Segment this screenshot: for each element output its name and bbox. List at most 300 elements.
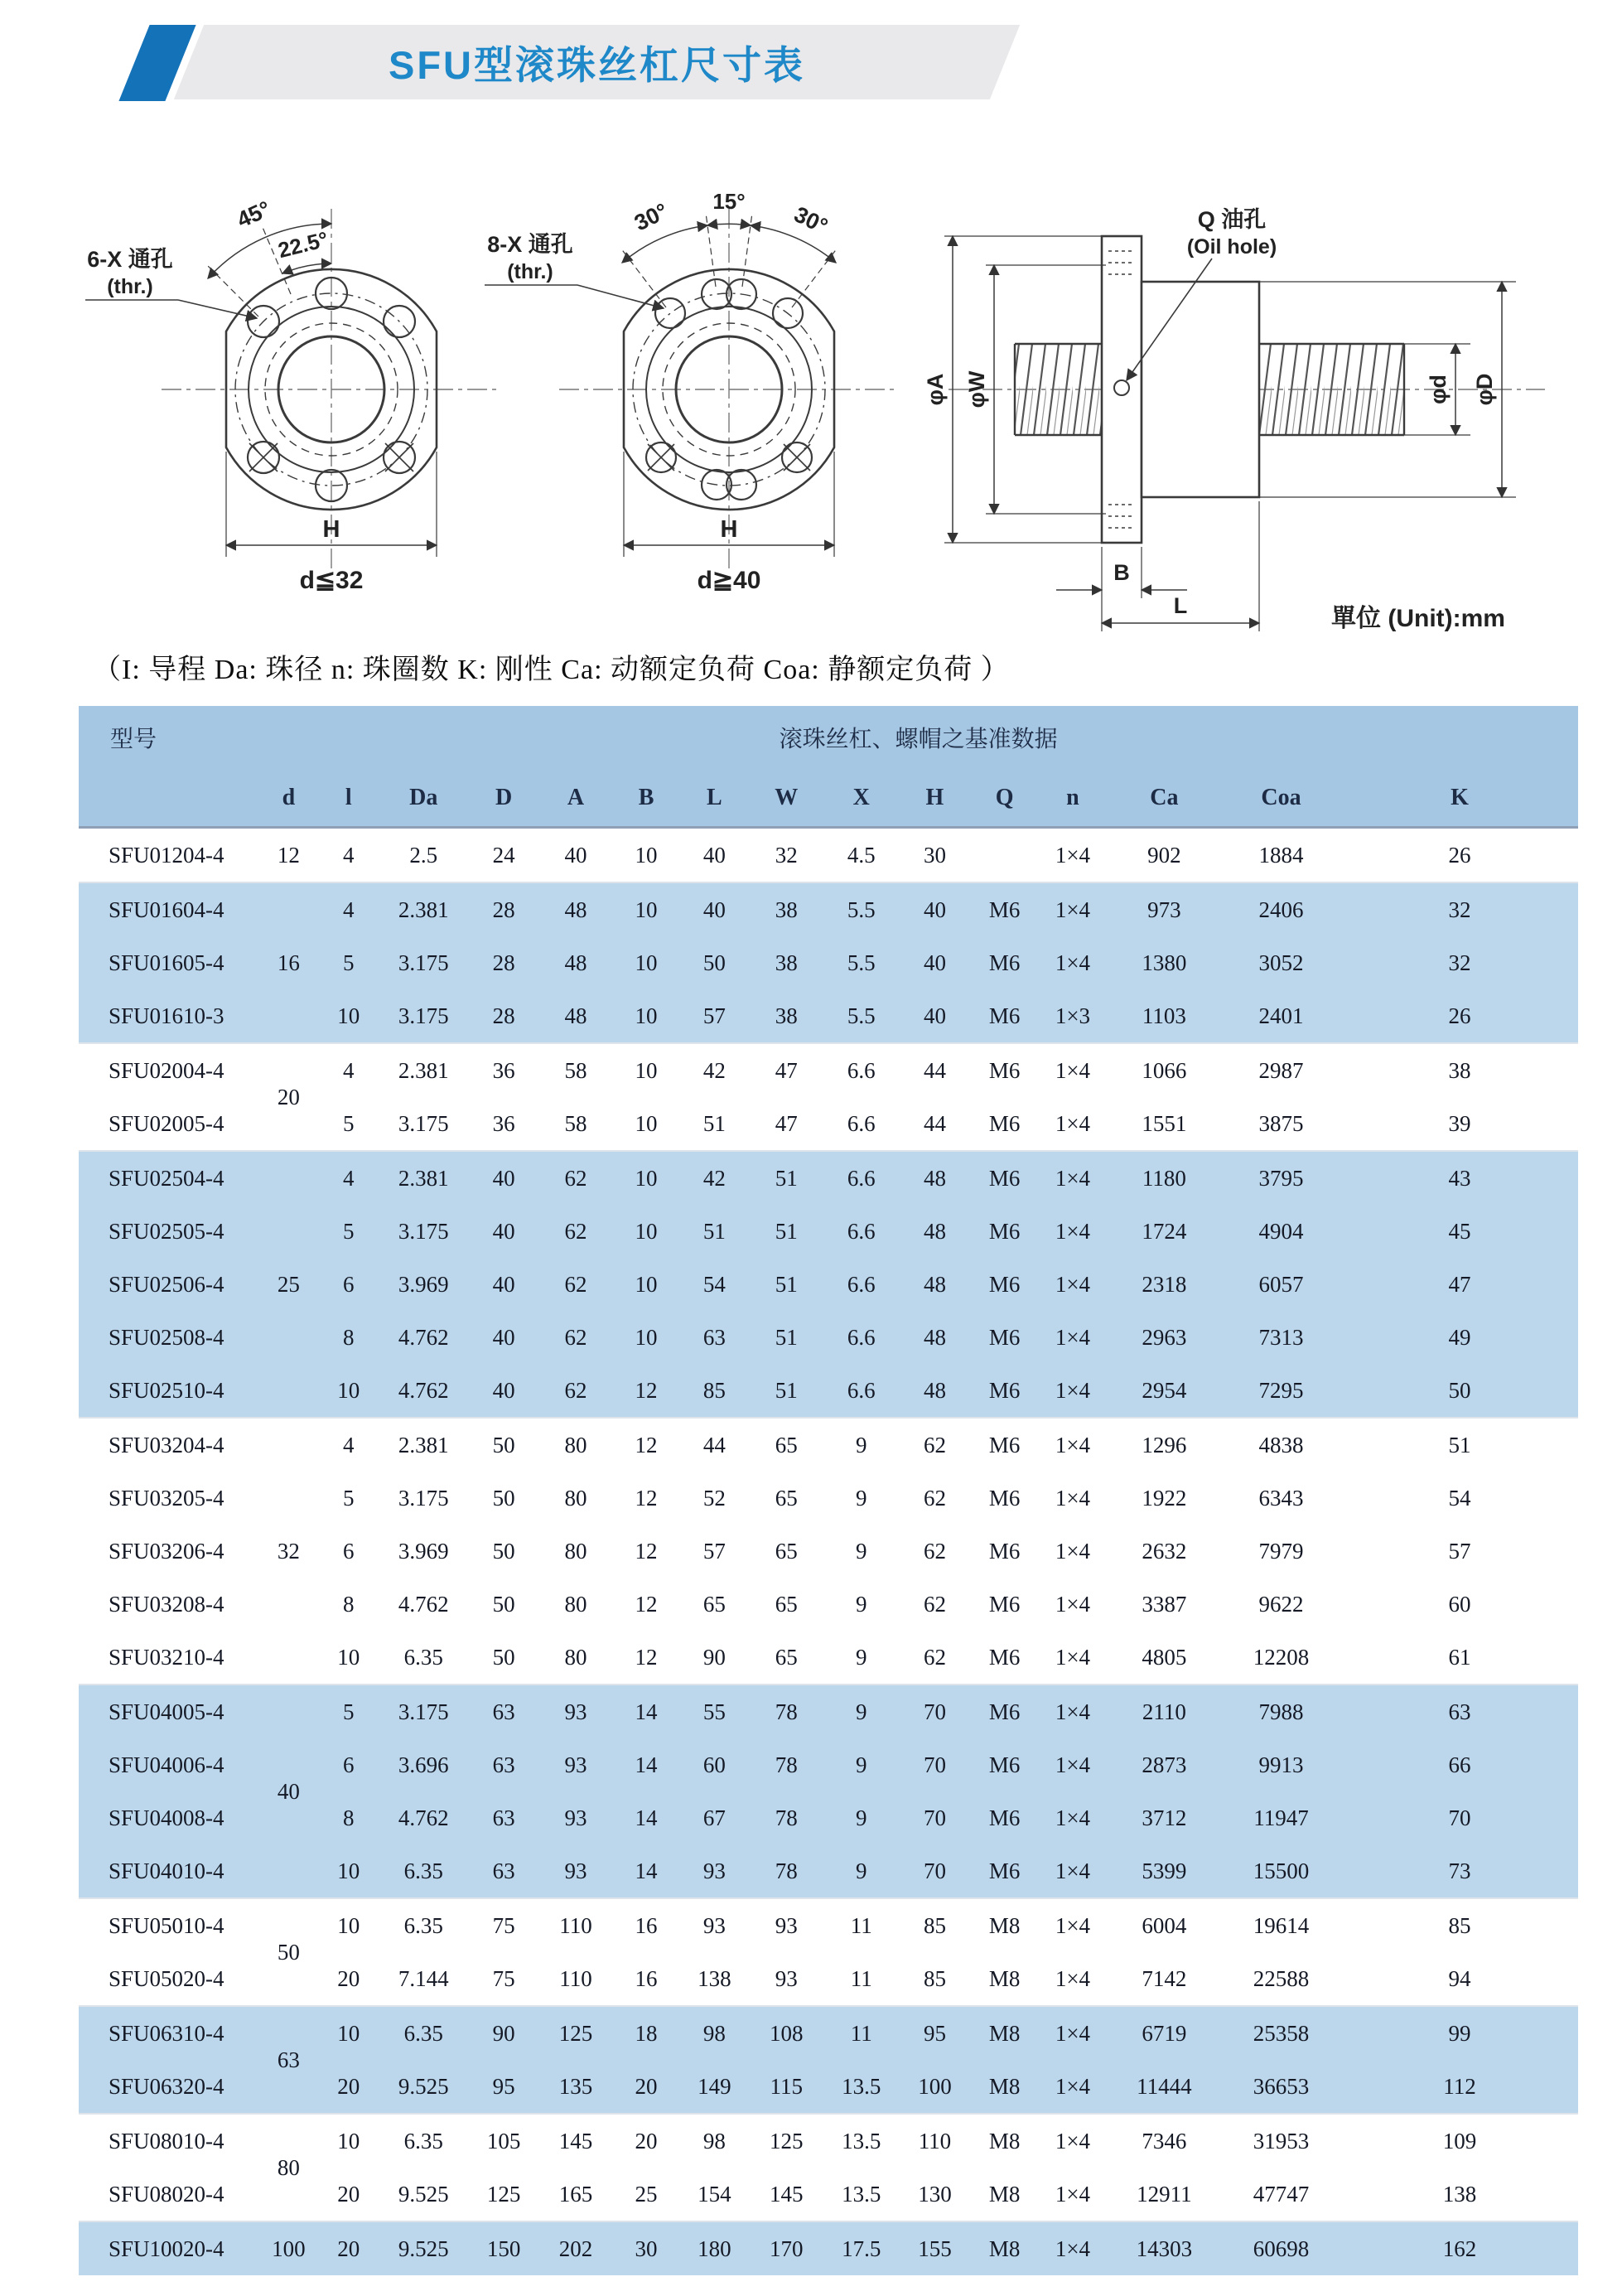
value-cell: 48 [539,882,613,936]
value-cell: 12 [612,1418,679,1472]
value-cell: 1×4 [1038,1738,1107,1791]
value-cell: 8 [319,1311,379,1364]
value-cell: 4.5 [824,828,900,883]
angle-30l-label: 30° [630,198,672,236]
value-cell: 70 [899,1738,971,1791]
leader-line [178,300,257,318]
value-cell: 52 [680,1472,749,1525]
model-cell: SFU02508-4 [79,1311,258,1364]
value-cell: 110 [539,1898,613,1952]
value-cell: M6 [971,1631,1038,1685]
value-cell: 7.144 [379,1952,469,2006]
model-cell: SFU02005-4 [79,1097,258,1151]
value-cell: 2406 [1221,882,1341,936]
value-cell: 125 [539,2006,613,2060]
table-group-header-row [79,706,1578,770]
d-group-cell: 63 [258,2006,318,2114]
value-cell: 9 [824,1631,900,1685]
model-cell: SFU05020-4 [79,1952,258,2006]
value-cell: 85 [1341,1898,1578,1952]
value-cell: 75 [469,1952,539,2006]
value-cell: 20 [319,1952,379,2006]
value-cell: 93 [680,1898,749,1952]
value-cell: 149 [680,2060,749,2114]
value-cell: 10 [319,1364,379,1418]
value-cell: 1×4 [1038,1151,1107,1205]
value-cell: 7346 [1108,2114,1222,2168]
dim-h-label: H [322,516,340,543]
model-cell: SFU01204-4 [79,828,258,883]
value-cell: M8 [971,2006,1038,2060]
value-cell: 150 [469,2221,539,2275]
model-cell: SFU06320-4 [79,2060,258,2114]
value-cell: 40 [469,1151,539,1205]
value-cell: 1×4 [1038,1952,1107,2006]
value-cell: M6 [971,1364,1038,1418]
angle-15-label: 15° [712,189,746,214]
value-cell: 1×4 [1038,1631,1107,1685]
d-group-cell: 16 [258,882,318,1043]
value-cell: 24 [469,828,539,883]
model-cell: SFU08020-4 [79,2168,258,2221]
model-cell: SFU06310-4 [79,2006,258,2060]
col-header-L: L [680,770,749,828]
value-cell: 93 [749,1952,824,2006]
value-cell: 1×4 [1038,2168,1107,2221]
value-cell: 3.175 [379,1472,469,1525]
value-cell: 2.381 [379,1043,469,1097]
table-row [79,2006,1578,2060]
flange-view-6-hole [85,196,501,594]
value-cell: 38 [749,989,824,1043]
value-cell: 65 [749,1631,824,1685]
value-cell: 12208 [1221,1631,1341,1685]
table-row [79,1151,1578,1205]
value-cell: 40 [469,1364,539,1418]
value-cell: 38 [749,882,824,936]
value-cell: 55 [680,1685,749,1738]
value-cell: 54 [1341,1472,1578,1525]
value-cell: 973 [1108,882,1222,936]
d-group-cell: 80 [258,2114,318,2221]
d-group-cell: 12 [258,828,318,883]
value-cell: 62 [539,1364,613,1418]
value-cell: M6 [971,1738,1038,1791]
table-row [79,882,1578,936]
value-cell: 13.5 [824,2060,900,2114]
model-cell: SFU03210-4 [79,1631,258,1685]
value-cell: 48 [899,1151,971,1205]
value-cell: 51 [749,1151,824,1205]
value-cell: 51 [1341,1418,1578,1472]
value-cell: M8 [971,1898,1038,1952]
value-cell: 10 [612,1043,679,1097]
value-cell: 10 [612,828,679,883]
value-cell: 63 [469,1844,539,1898]
value-cell: 6.6 [824,1043,900,1097]
model-cell: SFU02504-4 [79,1151,258,1205]
model-cell: SFU01610-3 [79,989,258,1043]
value-cell: 3.175 [379,1685,469,1738]
value-cell: 6057 [1221,1258,1341,1311]
value-cell: 5 [319,936,379,989]
value-cell: M6 [971,936,1038,989]
value-cell: 73 [1341,1844,1578,1898]
value-cell: 1×4 [1038,1205,1107,1258]
value-cell: 170 [749,2221,824,2275]
value-cell: 8 [319,1578,379,1631]
hole-callout: 6-X 通孔 [87,247,173,272]
dia-d-label: φd [1426,375,1451,404]
value-cell: 1922 [1108,1472,1222,1525]
value-cell: 99 [1341,2006,1578,2060]
value-cell: 26 [1341,828,1578,883]
value-cell: 19614 [1221,1898,1341,1952]
value-cell: M6 [971,1472,1038,1525]
value-cell: 63 [1341,1685,1578,1738]
value-cell: 10 [319,1631,379,1685]
col-header-n: n [1038,770,1107,828]
value-cell: 54 [680,1258,749,1311]
value-cell: M6 [971,1525,1038,1578]
col-header-l: l [319,770,379,828]
value-cell: M6 [971,1151,1038,1205]
technical-drawing-area [79,166,1562,646]
model-cell: SFU08010-4 [79,2114,258,2168]
value-cell: 1×4 [1038,1898,1107,1952]
value-cell: 11 [824,2006,900,2060]
value-cell: 9 [824,1844,900,1898]
col-header-W: W [749,770,824,828]
value-cell: 10 [612,1311,679,1364]
value-cell: 32 [749,828,824,883]
d-group-cell: 20 [258,1043,318,1151]
value-cell: 10 [612,882,679,936]
value-cell: 5 [319,1685,379,1738]
value-cell: M6 [971,882,1038,936]
value-cell: 3712 [1108,1791,1222,1844]
value-cell: 98 [680,2114,749,2168]
value-cell: 51 [680,1097,749,1151]
value-cell: 5.5 [824,936,900,989]
table-row [79,2114,1578,2168]
col-header-D: D [469,770,539,828]
value-cell: 3.696 [379,1738,469,1791]
value-cell: 1×4 [1038,1097,1107,1151]
screw-thread-left [1015,344,1102,435]
value-cell: 30 [612,2221,679,2275]
value-cell: 60 [680,1738,749,1791]
value-cell: 95 [469,2060,539,2114]
page-title: SFU型滚珠丝杠尺寸表 [389,42,805,87]
value-cell: 162 [1341,2221,1578,2275]
value-cell: 6.6 [824,1364,900,1418]
value-cell: M6 [971,1791,1038,1844]
value-cell: 10 [319,2006,379,2060]
value-cell: 50 [469,1525,539,1578]
value-cell: 112 [1341,2060,1578,2114]
value-cell: 7979 [1221,1525,1341,1578]
col-header-X: X [824,770,900,828]
value-cell: 3875 [1221,1097,1341,1151]
value-cell: 105 [469,2114,539,2168]
value-cell: 80 [539,1418,613,1472]
value-cell: 1×4 [1038,1043,1107,1097]
value-cell: 20 [319,2060,379,2114]
value-cell: 3.175 [379,1205,469,1258]
model-cell: SFU02505-4 [79,1205,258,1258]
value-cell: 65 [749,1525,824,1578]
col-header-Coa: Coa [1221,770,1341,828]
value-cell: 47 [749,1043,824,1097]
value-cell: 2632 [1108,1525,1222,1578]
value-cell: 28 [469,989,539,1043]
model-cell: SFU02510-4 [79,1364,258,1418]
value-cell: 65 [749,1472,824,1525]
value-cell: 5 [319,1205,379,1258]
value-cell: 4.762 [379,1578,469,1631]
value-cell: 57 [680,989,749,1043]
value-cell: 14 [612,1685,679,1738]
value-cell: 2110 [1108,1685,1222,1738]
dim-arc-30-left [622,225,707,263]
value-cell: 48 [899,1311,971,1364]
value-cell: 6.35 [379,2114,469,2168]
value-cell: M6 [971,1311,1038,1364]
value-cell: 25358 [1221,2006,1341,2060]
hole-callout-thr: (thr.) [107,275,153,298]
value-cell: 5399 [1108,1844,1222,1898]
value-cell: 57 [680,1525,749,1578]
value-cell: 1×4 [1038,2114,1107,2168]
value-cell: 60 [1341,1578,1578,1631]
value-cell: 115 [749,2060,824,2114]
value-cell: 7313 [1221,1311,1341,1364]
value-cell: 10 [612,936,679,989]
value-cell: 9.525 [379,2168,469,2221]
value-cell: 9 [824,1738,900,1791]
value-cell: 2318 [1108,1258,1222,1311]
value-cell: 80 [539,1631,613,1685]
value-cell: 1724 [1108,1205,1222,1258]
value-cell: 70 [899,1844,971,1898]
value-cell: 63 [469,1685,539,1738]
value-cell: 4.762 [379,1364,469,1418]
model-cell: SFU01604-4 [79,882,258,936]
value-cell: 3.175 [379,1097,469,1151]
col-header-model: 型号 [79,706,258,828]
value-cell: 62 [539,1205,613,1258]
value-cell: 2963 [1108,1311,1222,1364]
value-cell: 3.969 [379,1258,469,1311]
value-cell: M6 [971,1258,1038,1311]
value-cell: 5 [319,1097,379,1151]
oil-hole-label: Q 油孔 [1197,207,1267,232]
table-row [79,2221,1578,2275]
value-cell: 80 [539,1578,613,1631]
value-cell: 95 [899,2006,971,2060]
value-cell: 49 [1341,1311,1578,1364]
value-cell: 12 [612,1472,679,1525]
value-cell: 85 [680,1364,749,1418]
value-cell: 93 [539,1844,613,1898]
value-cell: 6.35 [379,1631,469,1685]
value-cell: 1×4 [1038,882,1107,936]
value-cell [971,828,1038,883]
model-cell: SFU04006-4 [79,1738,258,1791]
value-cell: 63 [469,1791,539,1844]
value-cell: 65 [680,1578,749,1631]
value-cell: 9 [824,1791,900,1844]
value-cell: 9 [824,1472,900,1525]
value-cell: 1×4 [1038,936,1107,989]
value-cell: 6.6 [824,1205,900,1258]
value-cell: 1×4 [1038,2060,1107,2114]
value-cell: 62 [899,1418,971,1472]
value-cell: 1×4 [1038,2221,1107,2275]
value-cell: 2.5 [379,828,469,883]
value-cell: M8 [971,1952,1038,2006]
value-cell: 2873 [1108,1738,1222,1791]
value-cell: 110 [899,2114,971,2168]
value-cell: 9 [824,1525,900,1578]
value-cell: 65 [749,1578,824,1631]
col-header-Ca: Ca [1108,770,1222,828]
dim-b-label: B [1113,560,1130,585]
value-cell: 26 [1341,989,1578,1043]
d-group-cell: 100 [258,2221,318,2275]
value-cell: 25 [612,2168,679,2221]
value-cell: 4 [319,882,379,936]
value-cell: 39 [1341,1097,1578,1151]
value-cell: 9.525 [379,2221,469,2275]
value-cell: 70 [899,1791,971,1844]
value-cell: 202 [539,2221,613,2275]
value-cell: 42 [680,1151,749,1205]
value-cell: 10 [319,1844,379,1898]
model-cell: SFU03208-4 [79,1578,258,1631]
dim-d-label: d≦32 [299,567,364,594]
value-cell: 50 [469,1472,539,1525]
value-cell: 62 [899,1472,971,1525]
value-cell: 14 [612,1738,679,1791]
angle-45-label: 45° [233,196,275,233]
value-cell: M8 [971,2114,1038,2168]
value-cell: 61 [1341,1631,1578,1685]
value-cell: 4 [319,828,379,883]
value-cell: M6 [971,1844,1038,1898]
value-cell: 78 [749,1738,824,1791]
value-cell: 50 [469,1418,539,1472]
model-cell: SFU02506-4 [79,1258,258,1311]
value-cell: 16 [612,1898,679,1952]
value-cell: 15500 [1221,1844,1341,1898]
value-cell: 51 [749,1311,824,1364]
column-header-row [79,770,1578,828]
value-cell: 62 [899,1578,971,1631]
value-cell: 62 [539,1311,613,1364]
legend-caption: （I: 导程 Da: 珠径 n: 珠圈数 K: 刚性 Ca: 动额定负荷 Coa: 静额定负荷 ） [93,655,1010,685]
value-cell: 11947 [1221,1791,1341,1844]
value-cell: 57 [1341,1525,1578,1578]
value-cell: 1180 [1108,1151,1222,1205]
value-cell: 90 [469,2006,539,2060]
value-cell: 1×4 [1038,1578,1107,1631]
value-cell: 40 [899,882,971,936]
value-cell: 1×4 [1038,1258,1107,1311]
value-cell: 9913 [1221,1738,1341,1791]
value-cell: 6.6 [824,1151,900,1205]
value-cell: 51 [749,1258,824,1311]
value-cell: 12 [612,1578,679,1631]
model-cell: SFU04010-4 [79,1844,258,1898]
value-cell: M6 [971,1205,1038,1258]
spec-table [79,706,1578,2275]
value-cell: 1551 [1108,1097,1222,1151]
hole-callout: 8-X 通孔 [487,232,573,257]
value-cell: M6 [971,1043,1038,1097]
value-cell: 14 [612,1844,679,1898]
value-cell: 93 [539,1791,613,1844]
value-cell: 36 [469,1043,539,1097]
col-header-B: B [612,770,679,828]
value-cell: 48 [899,1364,971,1418]
d-group-cell: 25 [258,1151,318,1418]
value-cell: 50 [469,1578,539,1631]
value-cell: 40 [680,882,749,936]
value-cell: 6343 [1221,1472,1341,1525]
value-cell: 40 [469,1205,539,1258]
value-cell: 78 [749,1844,824,1898]
value-cell: M6 [971,1097,1038,1151]
value-cell: 2.381 [379,882,469,936]
value-cell: 1×4 [1038,2006,1107,2060]
value-cell: 4.762 [379,1791,469,1844]
value-cell: 13.5 [824,2114,900,2168]
value-cell: 10 [319,2114,379,2168]
table-row [79,1898,1578,1952]
leader-line [577,285,664,308]
value-cell: 40 [899,989,971,1043]
value-cell: 6 [319,1525,379,1578]
value-cell: 48 [899,1258,971,1311]
value-cell: 2.381 [379,1151,469,1205]
value-cell: 180 [680,2221,749,2275]
value-cell: 18 [612,2006,679,2060]
value-cell: 12911 [1108,2168,1222,2221]
value-cell: 70 [899,1685,971,1738]
value-cell: 10 [612,1258,679,1311]
value-cell: 1×4 [1038,1472,1107,1525]
model-cell: SFU04008-4 [79,1791,258,1844]
value-cell: 4838 [1221,1418,1341,1472]
value-cell: 47 [1341,1258,1578,1311]
model-cell: SFU05010-4 [79,1898,258,1952]
value-cell: 7295 [1221,1364,1341,1418]
col-header-K: K [1341,770,1578,828]
value-cell: 51 [680,1205,749,1258]
value-cell: M6 [971,989,1038,1043]
value-cell: 40 [469,1311,539,1364]
value-cell: 6 [319,1738,379,1791]
value-cell: 30 [899,828,971,883]
value-cell: 9 [824,1578,900,1631]
unit-label: 單位 (Unit):mm [1331,605,1505,632]
value-cell: 14303 [1108,2221,1222,2275]
spec-table-container [79,706,1578,2275]
value-cell: 62 [539,1151,613,1205]
value-cell: 135 [539,2060,613,2114]
